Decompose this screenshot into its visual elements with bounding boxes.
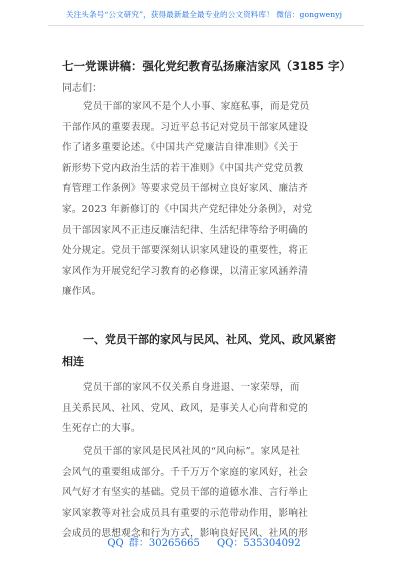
text-line: 生死存亡的大事。 xyxy=(62,423,141,435)
text-line: 党员干部的家风不仅关系自身进退、一家荣辱，而 xyxy=(83,382,300,393)
text-line: 会成员的思想观念和行为方式，影响良好民风、社风的形 xyxy=(62,528,309,539)
text-line: 且关系民风、社风、党风、政风，是事关人心向背和党的 xyxy=(62,402,309,414)
heading-line: 一、党员干部的家风与民风、社风、党风、政风紧密 xyxy=(83,333,336,346)
text-line: 员干部因家风不正违反廉洁纪律、生活纪律等给予明确的 xyxy=(62,224,309,236)
footer-qq: QQ：535304092 xyxy=(217,538,301,549)
text-line: 作了诸多重要论述。《中国共产党廉洁自律准则》《关于 xyxy=(62,142,299,154)
footer-qq-group: QQ 群：30265665 xyxy=(107,538,200,549)
heading-line: 相连 xyxy=(62,355,84,368)
paragraph-3 xyxy=(62,442,354,524)
text-line: 育管理工作条例》等要求党员干部树立良好家风、廉洁齐 xyxy=(62,183,309,195)
text-line: 廉作风。 xyxy=(62,286,102,298)
text-line: 会风气的重要组成部分。千千万万个家庭的家风好，社会 xyxy=(62,466,309,478)
text-line: 家。2023 年新修订的《中国共产党纪律处分条例》，对党 xyxy=(62,203,313,215)
text-line: 党员干部的家风不是个人小事、家庭私事，而是党员 xyxy=(83,101,310,112)
page-header-banner: 关注头条号“公文研究”，获得最新最全最专业的公文资料库！ 微信：gongwenyj xyxy=(65,10,343,19)
text-line: 新形势下党内政治生活的若干准则》《中国共产党党员教 xyxy=(62,162,304,174)
paragraph-2 xyxy=(62,378,354,440)
document-title: 七一党课讲稿：强化党纪教育弘扬廉洁家风（3185 字） xyxy=(62,59,352,73)
text-line: 处分规定。党员干部要深刻认识家风建设的重要性，将正 xyxy=(62,245,309,257)
text-line: 干部作风的重要表现。习近平总书记对党员干部家风建设 xyxy=(62,121,309,133)
page-footer xyxy=(0,534,408,549)
text-line: 党员干部的家风是民风社风的“风向标”。家风是社 xyxy=(83,446,301,457)
paragraph-intro xyxy=(62,97,354,303)
text-line: 家风作为开展党纪学习教育的必修课，以清正家风涵养清 xyxy=(62,265,309,277)
header-divider xyxy=(48,25,364,26)
greeting-line: 同志们： xyxy=(62,83,102,94)
text-line: 风气好才有坚实的基础。党员干部的道德水准、言行举止 xyxy=(62,487,309,499)
text-line: 家风家教等对社会成员具有重要的示范带动作用，影响社 xyxy=(62,507,309,519)
section-heading-1 xyxy=(62,329,354,373)
